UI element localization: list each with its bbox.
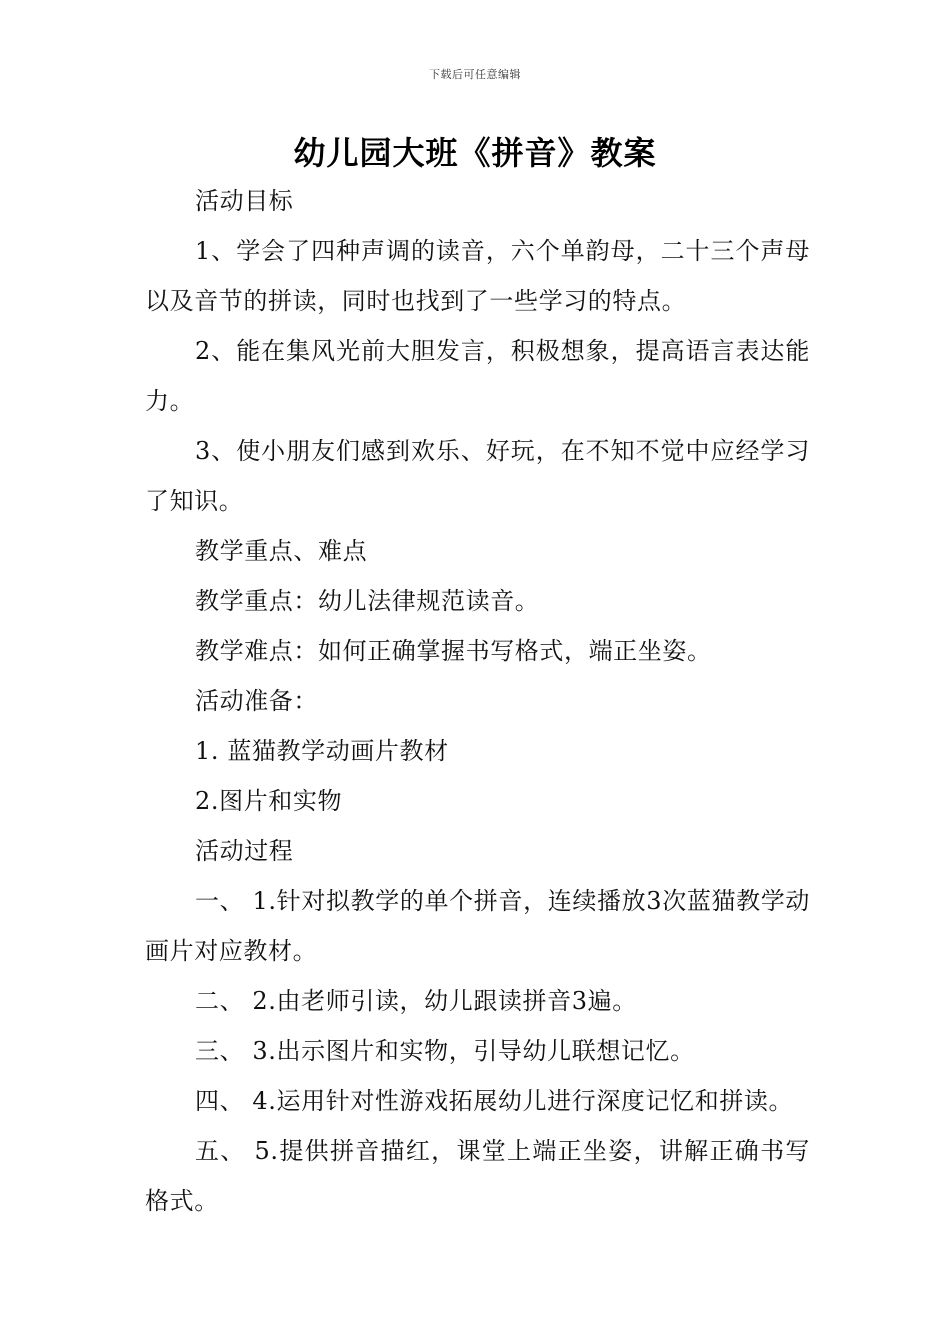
objective-2: 2、能在集风光前大胆发言，积极想象，提高语言表达能力。 — [145, 337, 810, 415]
objective-1: 1、学会了四种声调的读音，六个单韵母，二十三个声母以及音节的拼读，同时也找到了一些学习的特点。 — [145, 237, 810, 315]
section-heading-preparation: 活动准备： — [195, 687, 318, 715]
process-step-3: 三、 3.出示图片和实物，引导幼儿联想记忆。 — [195, 1037, 695, 1065]
process-step-5: 五、 5.提供拼音描红，课堂上端正坐姿，讲解正确书写格式。 — [145, 1137, 810, 1215]
document-title: 幼儿园大班《拼音》教案 — [293, 134, 657, 172]
process-step-4: 四、 4.运用针对性游戏拓展幼儿进行深度记忆和拼读。 — [195, 1087, 794, 1115]
process-step-1: 一、 1.针对拟教学的单个拼音，连续播放3次蓝猫教学动画片对应教材。 — [145, 887, 810, 965]
section-heading-process: 活动过程 — [195, 837, 294, 865]
preparation-item-1: 1. 蓝猫教学动画片教材 — [195, 737, 449, 765]
process-step-2: 二、 2.由老师引读，幼儿跟读拼音3遍。 — [195, 987, 637, 1015]
key-point: 教学重点：幼儿法律规范读音。 — [195, 587, 540, 615]
difficult-point: 教学难点：如何正确掌握书写格式，端正坐姿。 — [195, 637, 712, 665]
page-header-note: 下载后可任意编辑 — [429, 68, 521, 81]
document-body — [145, 176, 810, 1226]
objective-3: 3、使小朋友们感到欢乐、好玩，在不知不觉中应经学习了知识。 — [145, 437, 810, 515]
section-heading-key-points: 教学重点、难点 — [195, 537, 368, 565]
preparation-item-2: 2.图片和实物 — [195, 787, 343, 815]
section-heading-objectives: 活动目标 — [195, 187, 294, 215]
